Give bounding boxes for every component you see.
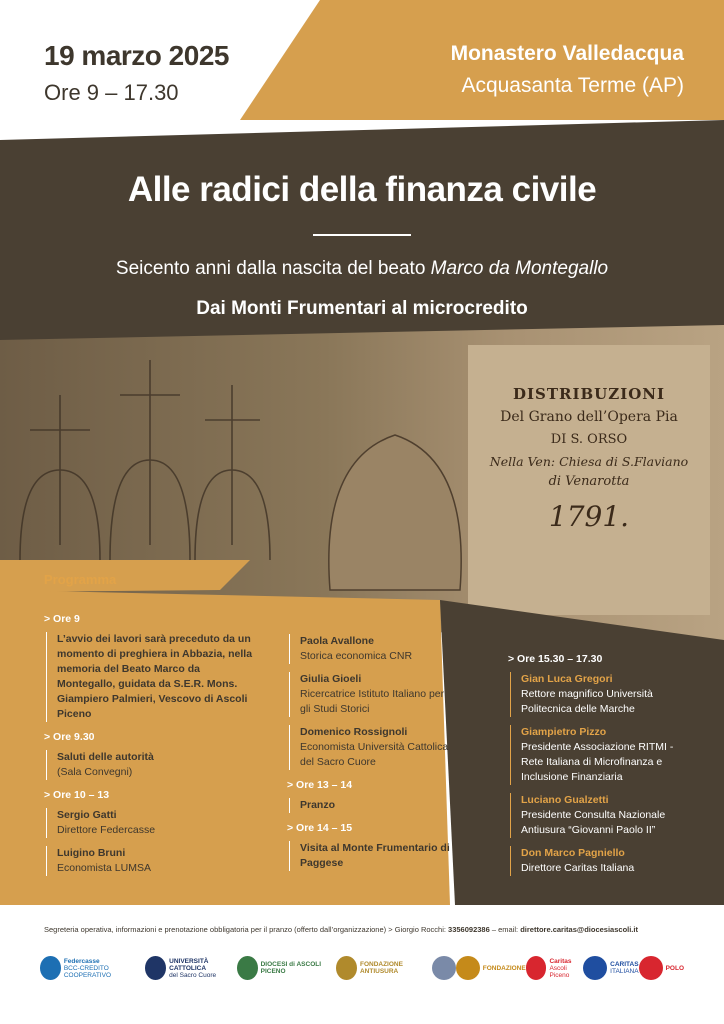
logo-text: POLO: [665, 964, 685, 972]
speaker-name: Don Marco Pagniello: [521, 847, 625, 859]
time-slot: > Ore 10 – 13: [44, 789, 110, 801]
time-slot: > Ore 9: [44, 613, 80, 625]
caritas-italiana-logo-icon: [583, 956, 607, 980]
programme-item: [46, 808, 254, 838]
unicatt-seal: [145, 956, 236, 980]
programme-item: [46, 632, 254, 722]
logo-text: FONDAZIONE: [482, 964, 526, 972]
caritas-ascoli-logo: [526, 956, 583, 980]
title-divider: [313, 234, 411, 236]
logo-subtext: del Sacro Cuore: [169, 971, 217, 979]
logo-text: Caritas: [549, 957, 572, 965]
painting-logo: [432, 956, 456, 980]
sp-logo: [456, 956, 526, 980]
speaker-name: L’avvio dei lavori sarà preceduto da un momento di preghiera in Abbazia, nella memoria del Beato Marco da Montegallo, guidata da S.E.R. Mons. Giampiero Palmieri, Vescovo di Ascoli Piceno: [57, 633, 253, 720]
fondazione-logo-icon: [336, 956, 357, 980]
poster-subtitle: Seicento anni dalla nascita del beato Marco da Montegallo: [115, 258, 609, 279]
sp-logo-icon: [456, 956, 480, 980]
poster-subtitle-2: Dai Monti Frumentari al microcredito: [196, 298, 528, 319]
logo-subtext: BCC-CREDITO COOPERATIVO: [63, 964, 112, 979]
time-slot: > Ore 13 – 14: [287, 779, 353, 791]
polo-logo: [639, 956, 684, 980]
diocesi-logo: [237, 956, 336, 980]
programme-item: [46, 750, 254, 780]
programme-item: [510, 793, 688, 838]
logo-text: UNIVERSITÀ CATTOLICA: [169, 957, 209, 972]
speaker-name: Luigino Bruni: [57, 847, 126, 859]
time-slot: > Ore 15.30 – 17.30: [508, 653, 603, 665]
speaker-name: Paola Avallone: [300, 635, 374, 647]
logo-text: FONDAZIONE ANTIUSURA: [359, 961, 403, 975]
programme-item: [46, 846, 254, 876]
speaker-role: Direttore Caritas Italiana: [521, 862, 635, 874]
diocesi-logo-icon: [237, 956, 258, 980]
programme-gold-left: [0, 560, 250, 592]
logo-subtext: ITALIANA: [610, 968, 639, 975]
event-venue: Monastero Valledacqua: [450, 42, 684, 65]
doc-year: 1791.: [548, 500, 630, 533]
speaker-role: Ricercatrice Istituto Italiano per gli Studi Storici: [300, 688, 445, 715]
polo-logo-icon: [639, 956, 663, 980]
speaker-role: Rettore magnifico Università Politecnica delle Marche: [521, 688, 653, 715]
programme-item: [289, 841, 457, 871]
programme-column-2: [287, 634, 457, 879]
speaker-role: Presidente Consulta Nazionale Antiusura “Giovanni Paolo II”: [521, 809, 666, 836]
programme-column-1: [44, 612, 254, 884]
speaker-name: Sergio Gatti: [57, 809, 117, 821]
logo-text: DIOCESI di ASCOLI PICENO: [260, 961, 322, 975]
speaker-role: (Sala Convegni): [57, 766, 133, 778]
unicatt-seal-icon: [145, 956, 166, 980]
programme-item: [289, 672, 457, 717]
doc-line-3: DI S. ORSO: [550, 432, 628, 447]
logo-subtext: Ascoli Piceno: [549, 964, 570, 979]
time-slot: > Ore 14 – 15: [287, 822, 353, 834]
partner-logos: [40, 948, 684, 988]
speaker-role: Direttore Federcasse: [57, 824, 156, 836]
speaker-name: Saluti delle autorità: [57, 751, 154, 763]
speaker-name: Luciano Gualzetti: [521, 794, 609, 806]
speaker-name: Domenico Rossignoli: [300, 726, 408, 738]
programme-item: [289, 798, 457, 813]
speaker-name: Giulia Gioeli: [300, 673, 362, 685]
doc-line-4: Nella Ven: Chiesa di S.Flaviano: [489, 454, 689, 469]
painting-logo-icon: [432, 956, 456, 980]
caritas-ascoli-logo-icon: [526, 956, 547, 980]
programme-item: [510, 725, 688, 785]
time-slot: > Ore 9.30: [44, 731, 95, 743]
programme-heading: Programma: [44, 572, 117, 587]
speaker-role: Economista Università Cattolica del Sacro Cuore: [300, 741, 449, 768]
logo-text: CARITAS: [610, 961, 639, 968]
federcasse-logo: [40, 956, 145, 980]
contact-email-link[interactable]: direttore.caritas@diocesiascoli.it: [520, 925, 638, 934]
programme-item: [289, 634, 457, 664]
speaker-role: Storica economica CNR: [300, 650, 413, 662]
programme-column-3: [508, 652, 688, 884]
event-place: Acquasanta Terme (AP): [461, 74, 684, 97]
programme-item: [289, 725, 457, 770]
doc-line-5: di Venarotta: [548, 474, 630, 489]
speaker-name: Giampietro Pizzo: [521, 726, 607, 738]
programme-item: [510, 846, 688, 876]
speaker-role: Economista LUMSA: [57, 862, 151, 874]
doc-line-1: DISTRIBUZIONI: [512, 385, 666, 403]
fondazione-logo: [336, 956, 432, 980]
speaker-name: Visita al Monte Frumentario di Paggese: [300, 842, 450, 869]
speaker-role: Presidente Associazione RITMI - Rete Italiana di Microfinanza e Inclusione Finanziaria: [521, 741, 674, 783]
speaker-name: Pranzo: [300, 799, 336, 811]
caritas-italiana-logo: [583, 956, 638, 980]
logo-text: Federcasse: [63, 957, 100, 965]
speaker-name: Gian Luca Gregori: [521, 673, 613, 685]
footer-contact: Segreteria operativa, informazioni e prenotazione obbligatoria per il pranzo (offerto dall’organizzazione) > Giorgio Rocchi: 3356092386 – email: direttore.caritas@diocesiascoli.it: [44, 925, 638, 934]
federcasse-logo-icon: [40, 956, 61, 980]
doc-line-2: Del Grano dell’Opera Pia: [500, 409, 678, 425]
programme-item: [510, 672, 688, 717]
event-date: 19 marzo 2025: [44, 40, 229, 71]
event-time: Ore 9 – 17.30: [44, 80, 179, 105]
poster-title: Alle radici della finanza civile: [127, 170, 597, 209]
